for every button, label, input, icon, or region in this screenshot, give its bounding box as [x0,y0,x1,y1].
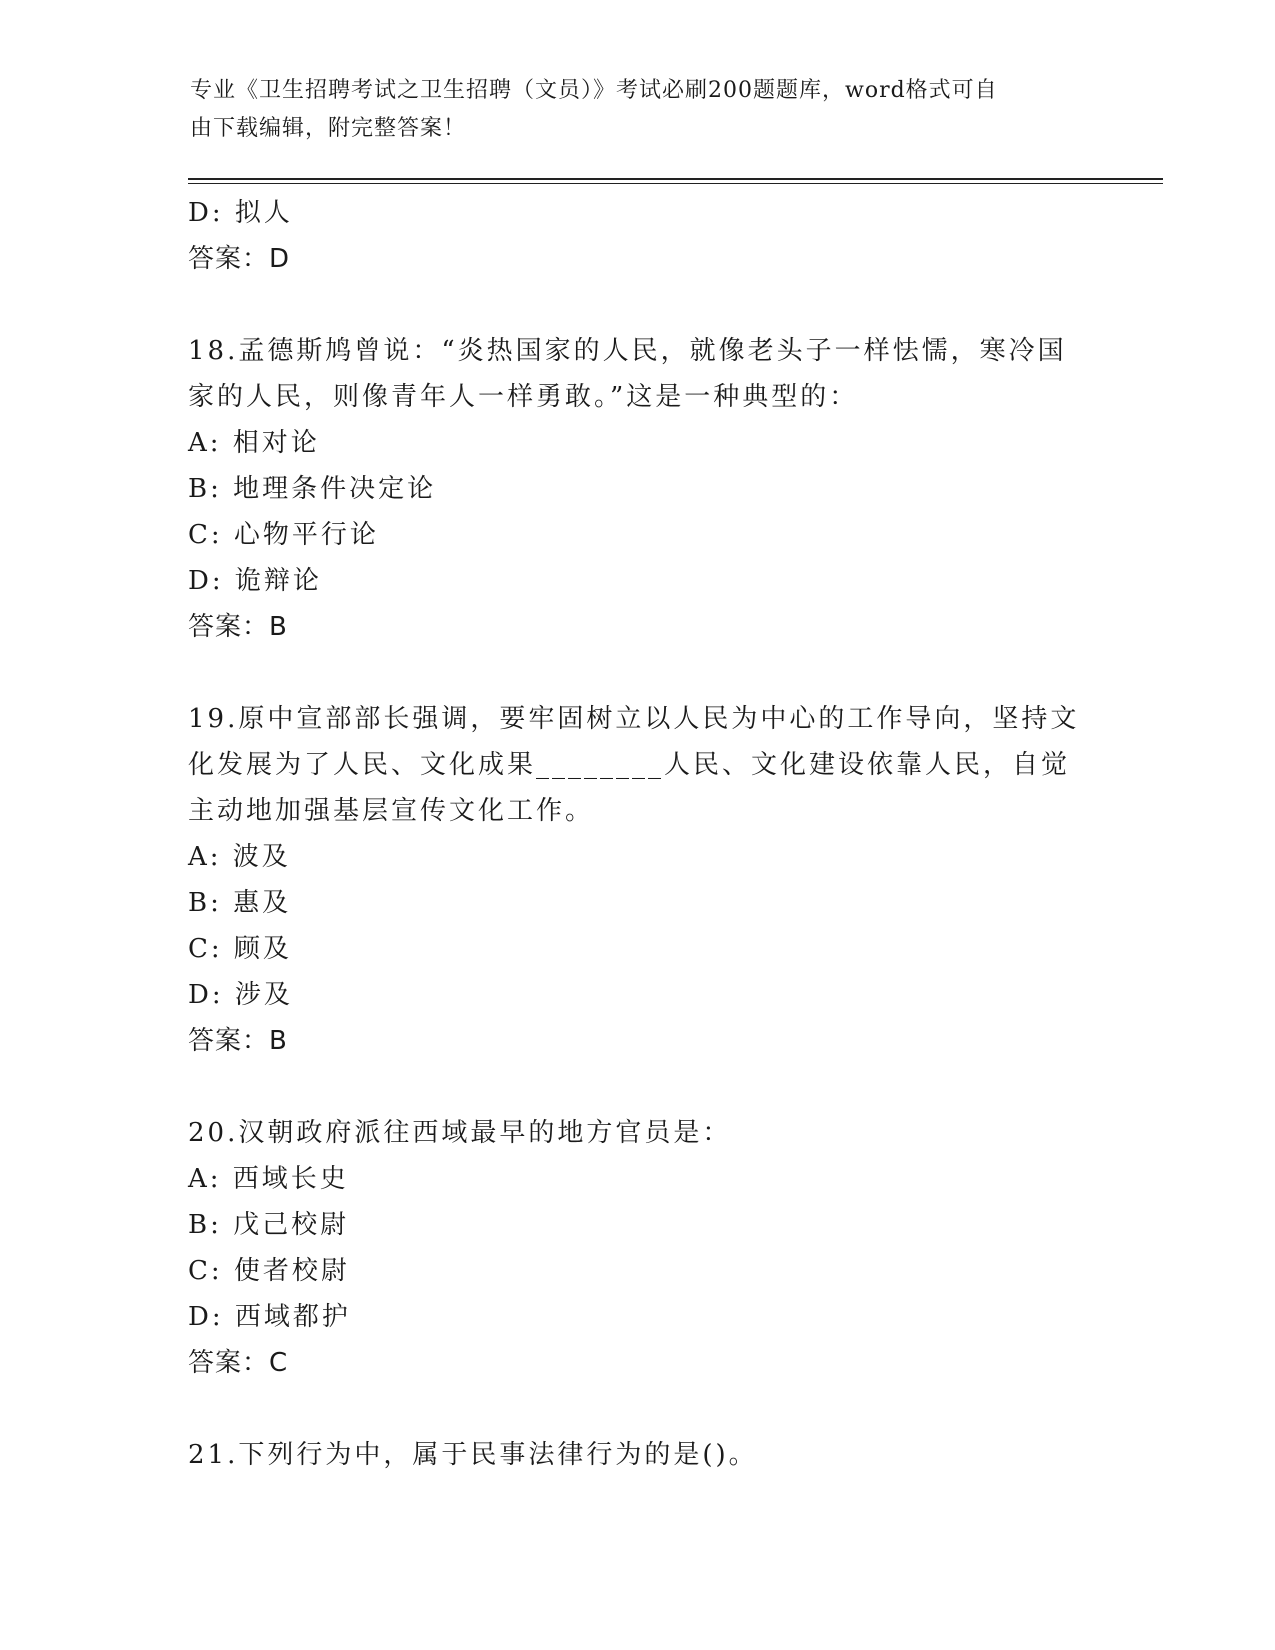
option-b: B: 惠及 [188,888,292,918]
option-d: D: 诡辩论 [188,566,322,596]
question-text-line-2: 家的人民，则像青年人一样勇敢。”这是一种典型的： [188,382,859,412]
document-header [190,72,1070,148]
question-19 [188,696,1088,1064]
header-title-line-1: 专业《卫生招聘考试之卫生招聘（文员）》考试必刷200题题库，word格式可自 [190,78,998,103]
question-17-tail [188,190,1088,282]
question-text-line-1: 19.原中宣部部长强调，要牢固树立以人民为中心的工作导向，坚持文 [188,704,1080,734]
spacer [188,1064,1088,1110]
spacer [188,282,1088,328]
header-title-line-2: 由下载编辑，附完整答案！ [190,116,467,141]
option-b: B: 地理条件决定论 [188,474,437,504]
question-20 [188,1110,1088,1386]
question-text-line-1: 20.汉朝政府派往西域最早的地方官员是： [188,1118,732,1148]
question-text-line-1: 21.下列行为中，属于民事法律行为的是()。 [188,1440,758,1470]
option-a: A: 相对论 [188,428,320,458]
option-c: C: 心物平行论 [188,520,379,550]
answer-line: 答案：D [188,244,291,274]
header-rule-thick [188,178,1163,180]
option-d: D: 涉及 [188,980,293,1010]
answer-line: 答案：C [188,1348,289,1378]
question-21 [188,1432,1088,1478]
option-b: B: 戊己校尉 [188,1210,350,1240]
header-rule-thin [188,183,1163,184]
option-d: D: 西域都护 [188,1302,351,1332]
question-text-line-3: 主动地加强基层宣传文化工作。 [188,796,595,826]
option-a: A: 西域长史 [188,1164,349,1194]
option-c: C: 使者校尉 [188,1256,350,1286]
option-c: C: 顾及 [188,934,292,964]
option-a: A: 波及 [188,842,291,872]
answer-line: 答案：B [188,612,288,642]
question-list [188,190,1088,1478]
question-text-line-2: 化发展为了人民、文化成果________人民、文化建设依靠人民，自觉 [188,750,1071,780]
question-18 [188,328,1088,650]
answer-line: 答案：B [188,1026,288,1056]
question-text-line-1: 18.孟德斯鸠曾说：“炎热国家的人民，就像老头子一样怯懦，寒冷国 [188,336,1067,366]
option-d: D: 拟人 [188,198,293,228]
spacer [188,650,1088,696]
spacer [188,1386,1088,1432]
